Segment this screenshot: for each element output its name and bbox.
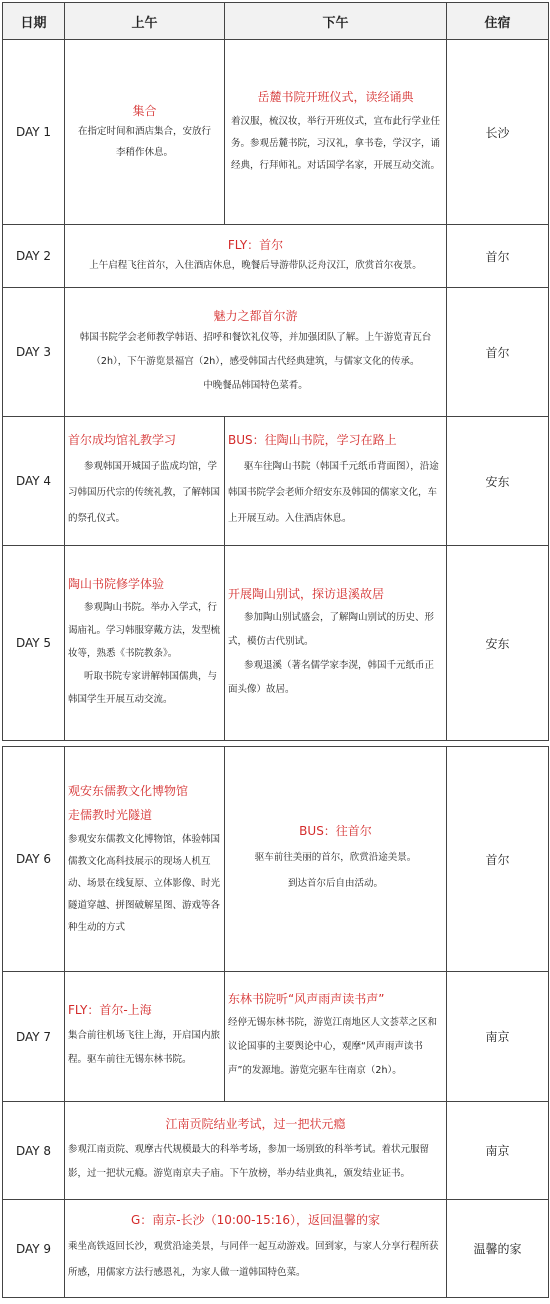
morning-title: 观安东儒教文化博物馆: [68, 784, 189, 798]
day-label: DAY 2: [3, 225, 65, 288]
afternoon-cell: [225, 546, 447, 741]
header-stay: 住宿: [447, 3, 549, 40]
activity-cell: [65, 288, 447, 417]
day-label: DAY 4: [3, 417, 65, 546]
afternoon-title: 东林书院听“风声雨声读书声”: [228, 992, 385, 1006]
afternoon-text: 参加陶山别试盛会，了解陶山别试的历史、形式，模仿古代别试。: [228, 611, 435, 647]
activity-cell: [65, 1102, 447, 1200]
stay-cell: 首尔: [447, 747, 549, 972]
activity-title: FLY：首尔: [227, 238, 284, 252]
afternoon-cell: [225, 417, 447, 546]
day-row-4: [3, 417, 549, 546]
morning-text: 参观陶山书院。举办入学式，行谒庙礼。学习韩服穿戴方法，发型梳妆等，熟悉《书院教条》。: [68, 602, 221, 659]
day-label: DAY 5: [3, 546, 65, 741]
morning-cell: [65, 972, 225, 1102]
itinerary-table: [2, 2, 549, 1298]
header-morning: 上午: [65, 3, 225, 40]
day-row-9: [3, 1200, 549, 1298]
activity-text: 韩国书院学会老师教学韩语、招呼和餐饮礼仪等，并加强团队了解。上午游览青瓦台（2h），下午游览景福宫（2h），感受韩国古代经典建筑，与儒家文化的传承。: [79, 331, 432, 367]
morning-cell: [65, 417, 225, 546]
day-row-5: [3, 546, 549, 741]
afternoon-text-2: 参观退溪（著名儒学家李滉，韩国千元纸币正面头像）故居。: [228, 659, 435, 695]
afternoon-title: 岳麓书院开班仪式，读经诵典: [257, 89, 414, 104]
morning-cell: [65, 40, 225, 225]
day-label: DAY 6: [3, 747, 65, 972]
stay-cell: 温馨的家: [447, 1200, 549, 1298]
morning-title: 陶山书院修学体验: [68, 577, 165, 591]
morning-text: 参观韩国开城国子监成均馆，学习韩国历代宗的传统礼教，了解韩国的祭孔仪式。: [68, 460, 221, 524]
afternoon-title: 开展陶山别试，探访退溪故居: [228, 586, 385, 601]
morning-title: 集合: [132, 103, 157, 118]
stay-cell: 首尔: [447, 288, 549, 417]
activity-text-2: 中晚餐品韩国特色菜肴。: [203, 379, 308, 391]
activity-cell: [65, 1200, 447, 1298]
day-row-7: [3, 972, 549, 1102]
afternoon-cell: [225, 972, 447, 1102]
activity-title: 江南贡院结业考试，过一把状元瘾: [165, 1117, 346, 1131]
morning-title-2: 走儒教时光隧道: [68, 808, 153, 822]
activity-text: 乘坐高铁返回长沙，观赏沿途美景，与同伴一起互动游戏。回到家，与家人分享行程所获所感，用儒家方法行感恩礼，为家人做一道韩国特色菜。: [68, 1241, 439, 1278]
morning-text: 集合前往机场飞往上海，开启国内旅程。驱车前往无锡东林书院。: [68, 1030, 221, 1065]
stay-cell: 长沙: [447, 40, 549, 225]
stay-cell: 南京: [447, 1102, 549, 1200]
day-row-2: [3, 225, 549, 288]
stay-cell: 南京: [447, 972, 549, 1102]
stay-cell: 安东: [447, 417, 549, 546]
activity-cell: [65, 225, 447, 288]
afternoon-cell: [225, 747, 447, 972]
activity-text: 上午启程飞往首尔，入住酒店休息，晚餐后导游带队泛舟汉江，欣赏首尔夜景。: [89, 260, 422, 271]
stay-cell: 首尔: [447, 225, 549, 288]
morning-cell: [65, 546, 225, 741]
day-label: DAY 8: [3, 1102, 65, 1200]
afternoon-cell: [225, 40, 447, 225]
afternoon-text: 着汉服，梳汉妆，举行开班仪式，宣布此行学业任务。参观岳麓书院，习汉礼，拿书卷，学汉字，诵经典，行拜师礼。对话国学名家，开展互动交流。: [230, 115, 440, 171]
morning-title: 首尔成均馆礼教学习: [68, 432, 177, 447]
day-label: DAY 3: [3, 288, 65, 417]
stay-cell: 安东: [447, 546, 549, 741]
activity-text: 参观江南贡院、观摩古代规模最大的科举考场，参加一场别致的科举考试。着状元服留影，过一把状元瘾。游览南京夫子庙。下午放榜，举办结业典礼，颁发结业证书。: [68, 1144, 430, 1179]
header-date: 日期: [3, 3, 65, 40]
day-row-1: [3, 40, 549, 225]
afternoon-title: BUS：往陶山书院，学习在路上: [228, 432, 397, 447]
morning-cell: [65, 747, 225, 972]
activity-title: G：南京-长沙（10:00-15:16），返回温馨的家: [130, 1213, 381, 1227]
afternoon-text: 驱车往陶山书院（韩国千元纸币背面图），沿途韩国书院学会老师介绍安东及韩国的儒家文化，车上开展互动。入住酒店休息。: [228, 460, 439, 524]
afternoon-text: 驱车前往美丽的首尔，欣赏沿途美景。: [254, 851, 417, 863]
day-row-3: [3, 288, 549, 417]
day-row-8: [3, 1102, 549, 1200]
morning-text: 参观安东儒教文化博物馆，体验韩国儒教文化高科技展示的现场人机互动、场景在线复原、立体影像、时光隧道穿越、拼图破解星图、游戏等各种生动的方式: [68, 834, 221, 933]
afternoon-text-2: 到达首尔后自由活动。: [287, 877, 383, 889]
day-label: DAY 7: [3, 972, 65, 1102]
activity-title: 魅力之都首尔游: [213, 308, 298, 323]
afternoon-title: BUS：往首尔: [299, 823, 372, 838]
morning-text: 在指定时间和酒店集合，安放行李稍作休息。: [77, 125, 211, 158]
header-row: [3, 3, 549, 40]
morning-text-2: 听取书院专家讲解韩国儒典，与韩国学生开展互动交流。: [68, 671, 218, 705]
day-label: DAY 9: [3, 1200, 65, 1298]
header-afternoon: 下午: [225, 3, 447, 40]
morning-title: FLY：首尔-上海: [68, 1003, 152, 1017]
day-label: DAY 1: [3, 40, 65, 225]
afternoon-text: 经停无锡东林书院，游览江南地区人文荟萃之区和议论国事的主要舆论中心，观摩“风声雨声读书声”的发源地。游览完驱车往南京（2h）。: [228, 1017, 438, 1076]
day-row-6: [3, 747, 549, 972]
